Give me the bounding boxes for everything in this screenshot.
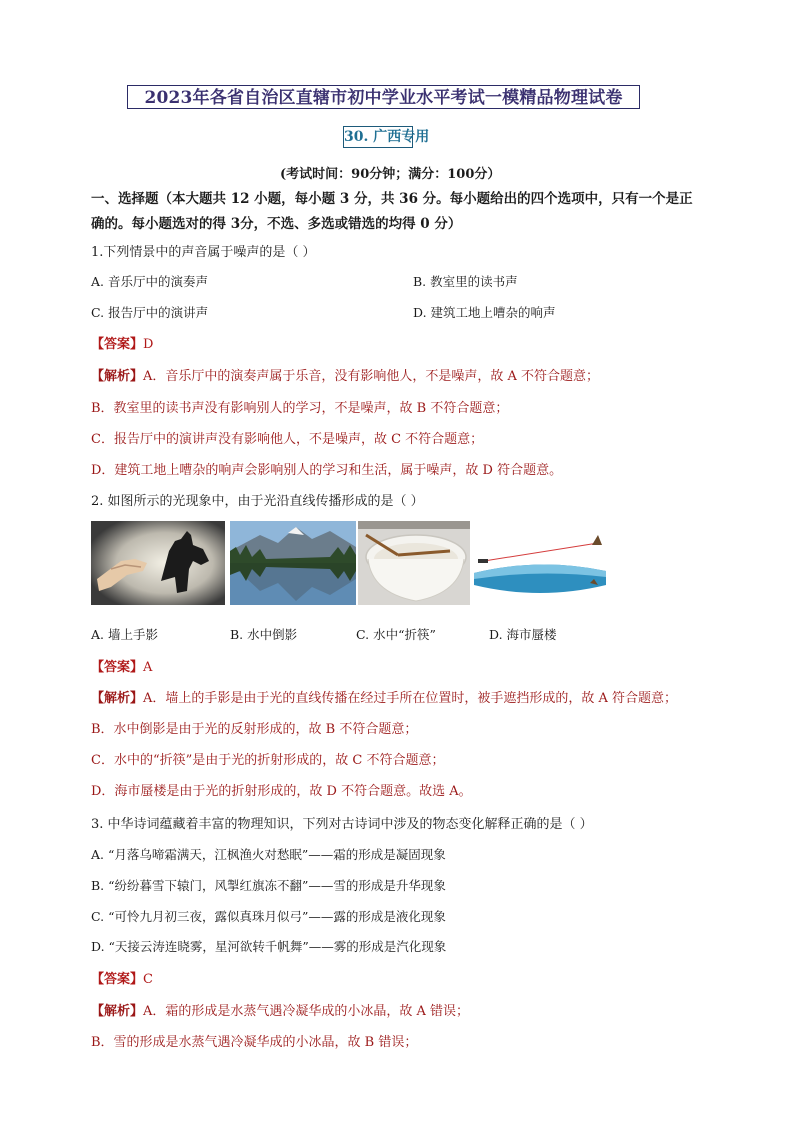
- bent-chopstick-image: [358, 521, 470, 605]
- question-1-analysis-c: C．报告厅中的演讲声没有影响他人，不是噪声，故 C 不符合题意；: [91, 432, 484, 447]
- subtitle-badge: 30. 广西专用: [343, 126, 413, 148]
- question-3-option-a: A. “月落乌啼霜满天，江枫渔火对愁眠”——霜的形成是凝固现象: [91, 847, 446, 862]
- question-3-analysis-b: B．雪的形成是水蒸气遇冷凝华成的小冰晶，故 B 错误；: [91, 1035, 418, 1050]
- question-3-answer: 【答案】C: [91, 972, 153, 987]
- question-2-option-c: C. 水中“折筷”: [356, 627, 436, 642]
- mirage-image: [474, 521, 606, 605]
- question-1-analysis-a: 【解析】A．音乐厅中的演奏声属于乐音，没有影响他人，不是噪声，故 A 不符合题意；: [91, 369, 600, 384]
- question-3-stem: 3. 中华诗词蕴藏着丰富的物理知识，下列对古诗词中涉及的物态变化解释正确的是（ ）: [91, 817, 593, 832]
- question-3-option-d: D. “天接云涛连晓雾，星河欲转千帆舞”——雾的形成是汽化现象: [91, 939, 447, 954]
- question-2-analysis-c: C．水中的“折筷”是由于光的折射形成的，故 C 不符合题意；: [91, 753, 445, 768]
- question-2-option-b: B. 水中倒影: [230, 627, 298, 642]
- hand-shadow-image: [91, 521, 225, 605]
- question-1-analysis-b: B．教室里的读书声没有影响别人的学习，不是噪声，故 B 不符合题意；: [91, 401, 509, 416]
- question-3-option-b: B. “纷纷暮雪下辕门，风掣红旗冻不翻”——雪的形成是升华现象: [91, 878, 446, 893]
- question-1-answer: 【答案】D: [91, 337, 154, 352]
- water-reflection-image: [230, 521, 356, 605]
- question-2-analysis-b: B．水中倒影是由于光的反射形成的，故 B 不符合题意；: [91, 722, 418, 737]
- question-3-option-c: C. “可怜九月初三夜，露似真珠月似弓”——露的形成是液化现象: [91, 909, 446, 924]
- question-2-answer: 【答案】A: [91, 660, 153, 675]
- question-3-analysis-a: 【解析】A．霜的形成是水蒸气遇冷凝华成的小冰晶，故 A 错误；: [91, 1004, 470, 1019]
- section-heading-line1: 一、选择题（本大题共 12 小题，每小题 3 分，共 36 分。每小题给出的四个选项中，只有一个是正: [91, 191, 693, 207]
- section-heading-line2: 确的。每小题选对的得 3分，不选、多选或错选的均得 0 分）: [91, 216, 462, 232]
- question-1-analysis-d: D．建筑工地上嘈杂的响声会影响别人的学习和生活，属于噪声，故 D 符合题意。: [91, 463, 563, 478]
- exam-info: (考试时间：90分钟；满分：100分）: [280, 167, 501, 182]
- question-2-option-a: A. 墙上手影: [91, 627, 158, 642]
- question-1-option-a: A. 音乐厅中的演奏声: [91, 274, 208, 289]
- question-1-stem: 1.下列情景中的声音属于噪声的是（ ）: [91, 245, 316, 260]
- question-2-analysis-d: D．海市蜃楼是由于光的折射形成的，故 D 不符合题意。故选 A。: [91, 784, 472, 799]
- question-1-option-b: B. 教室里的读书声: [413, 274, 518, 289]
- question-2-option-d: D. 海市蜃楼: [489, 627, 557, 642]
- question-2-analysis-a: 【解析】A．墙上的手影是由于光的直线传播在经过手所在位置时，被手遮挡形成的，故 A 符合题意；: [91, 691, 678, 706]
- page-title: 2023年各省自治区直辖市初中学业水平考试一模精品物理试卷: [127, 85, 640, 109]
- question-2-stem: 2. 如图所示的光现象中，由于光沿直线传播形成的是（ ）: [91, 494, 424, 509]
- question-1-option-d: D. 建筑工地上嘈杂的响声: [413, 305, 556, 320]
- question-1-option-c: C. 报告厅中的演讲声: [91, 305, 209, 320]
